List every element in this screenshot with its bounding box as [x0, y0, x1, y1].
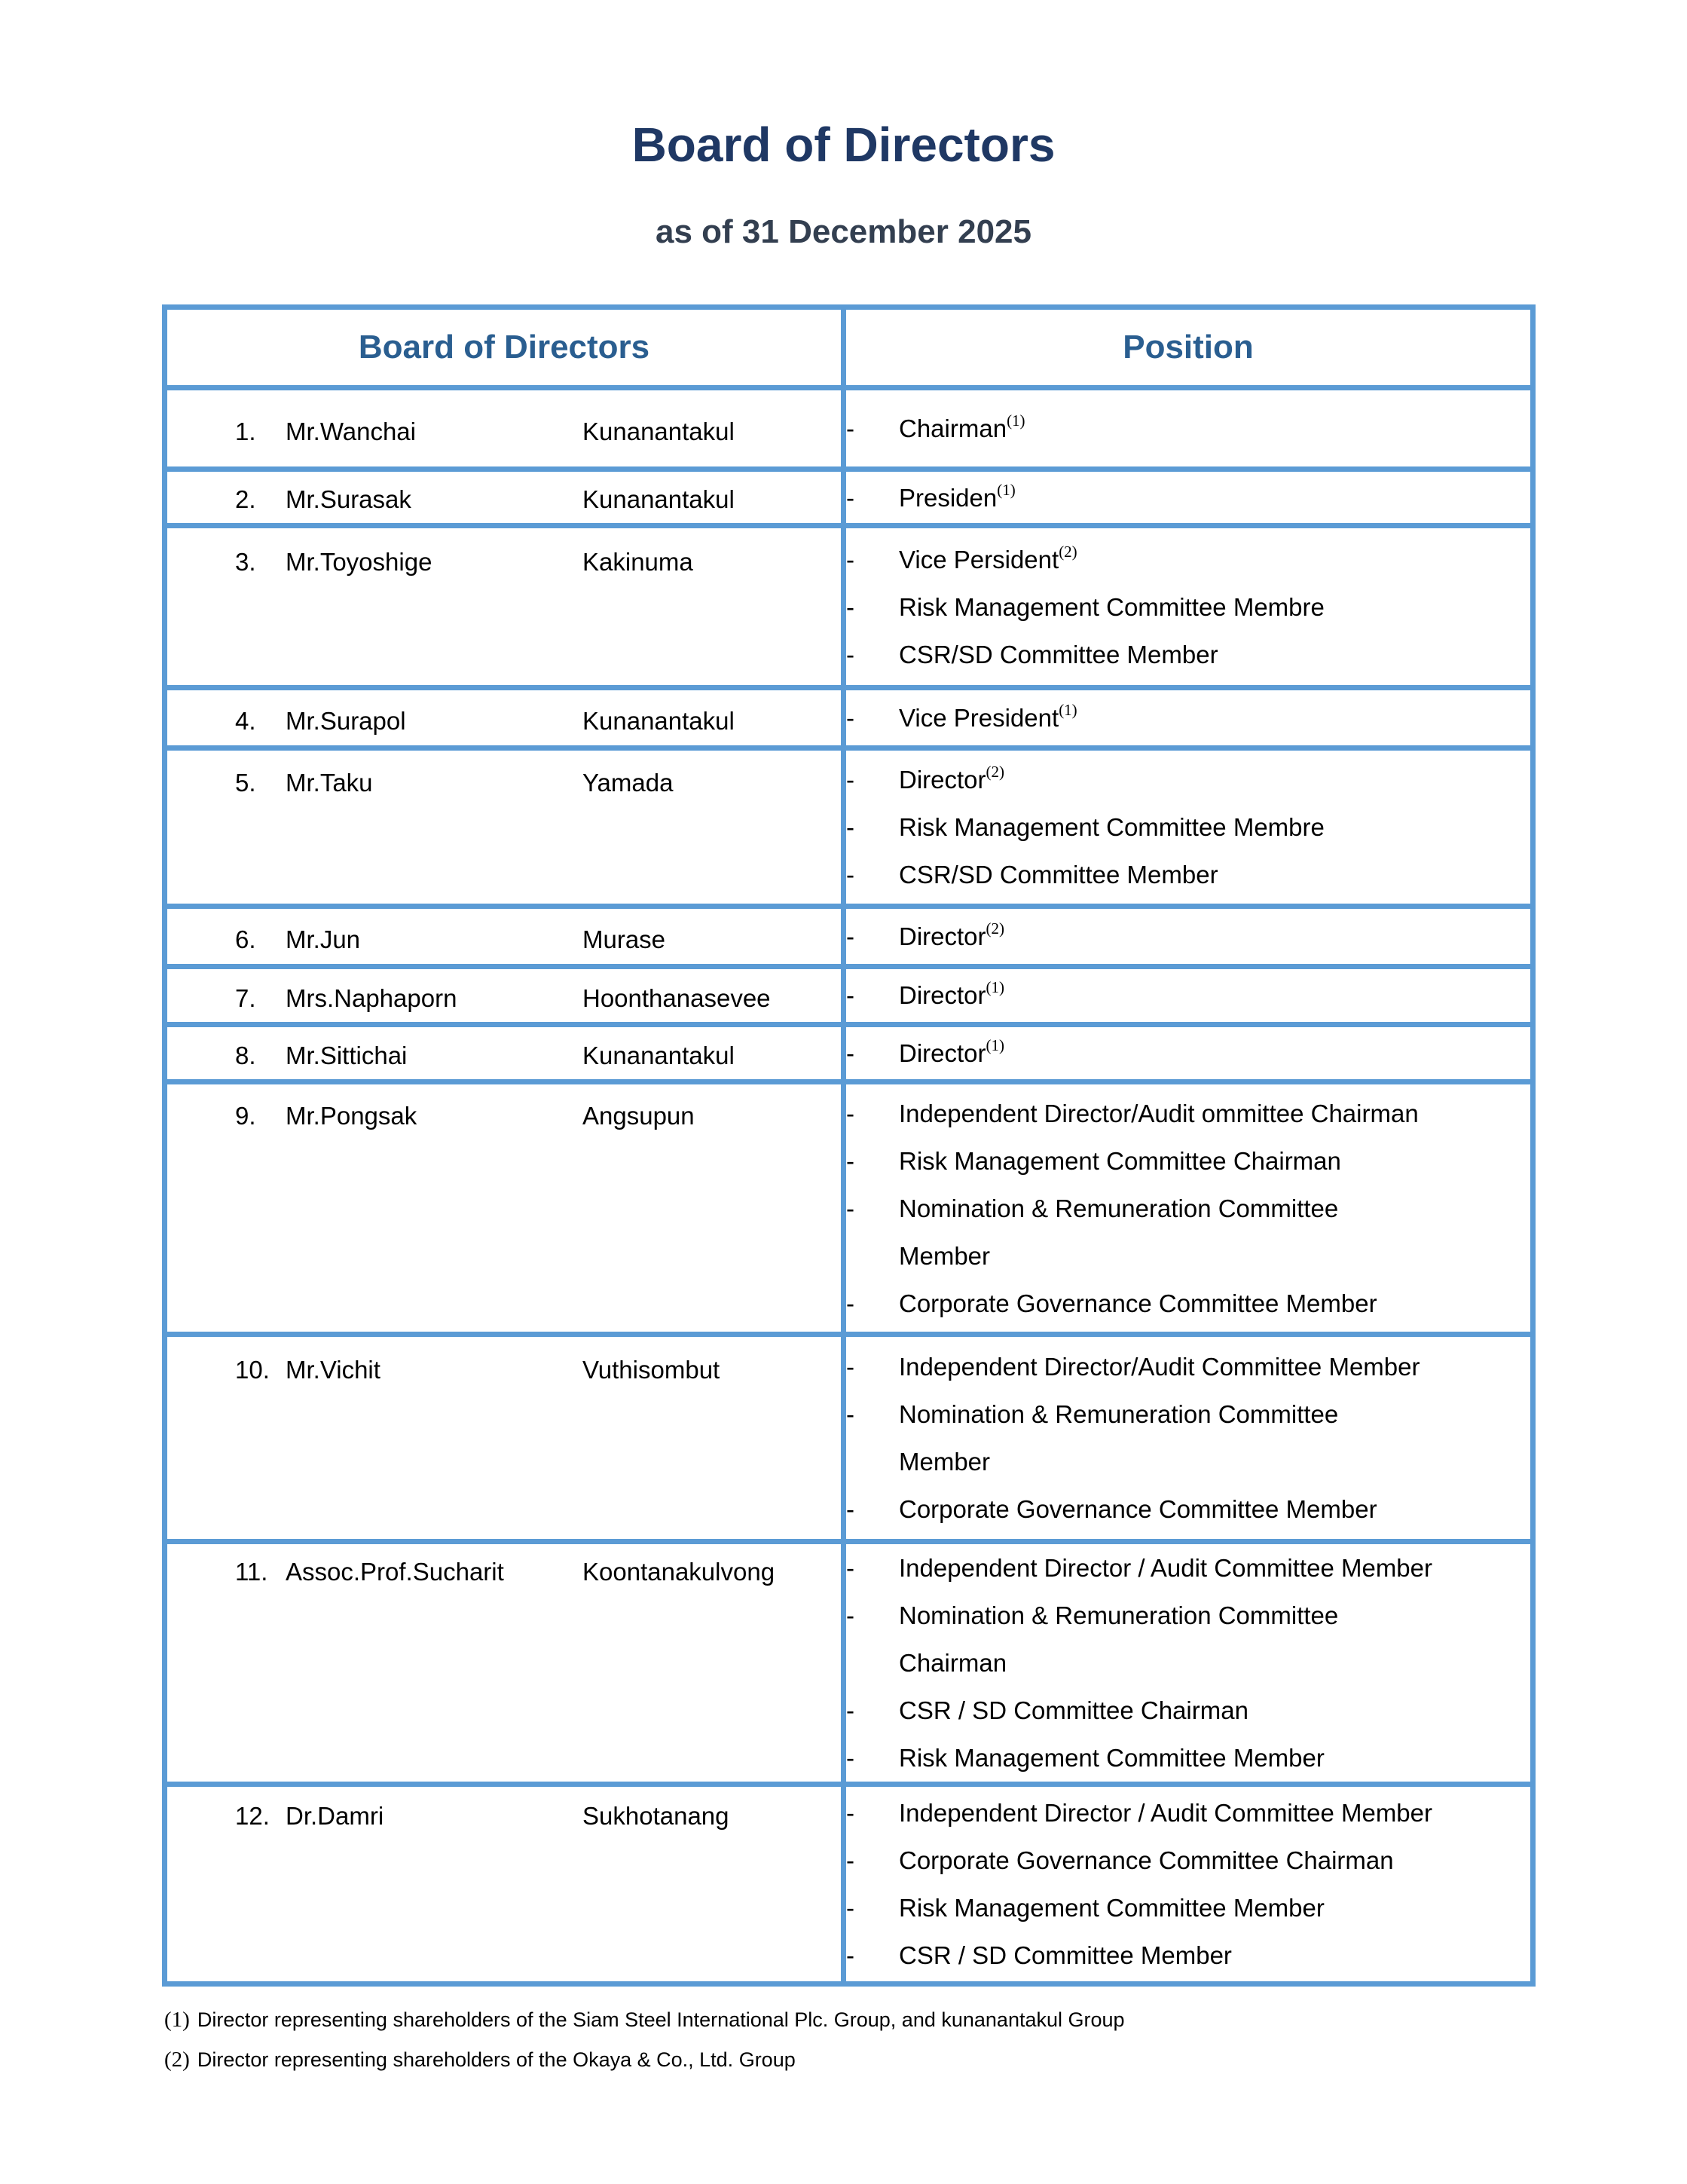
position-cell [844, 1082, 1533, 1335]
position-text: Vice President$^{(1)}$ [899, 701, 1077, 732]
first-name: Mr.Surapol [286, 706, 406, 735]
dash-bullet: - [846, 1289, 854, 1317]
dash-bullet: - [846, 1038, 854, 1067]
position-text: Director$^{(2)}$ [899, 919, 1005, 950]
dash-bullet: - [846, 1554, 854, 1582]
footnote-reference: (2) [986, 919, 1005, 938]
last-name: Angsupun [582, 1102, 695, 1130]
footnote-reference: (1) [1059, 701, 1077, 719]
position-text: Vice Persident$^{(2)}$ [899, 542, 1077, 574]
footnote-reference: (1) [986, 978, 1005, 997]
position-item [846, 536, 1530, 583]
position-text: Independent Director / Audit Committee Member [899, 1799, 1433, 1827]
table-row [165, 688, 1533, 748]
footnote-reference: (2) [1059, 542, 1077, 561]
position-item [846, 1029, 1530, 1077]
footnote-reference: (2) [986, 763, 1005, 781]
position-cell [844, 967, 1533, 1025]
dash-bullet: - [846, 766, 854, 794]
director-name-cell [165, 470, 844, 526]
dash-bullet: - [846, 1941, 854, 1969]
first-name: Mr.Sittichai [286, 1042, 408, 1069]
footnote-2-text: Director representing shareholders of the Okaya & Co., Ltd. Group [197, 2048, 796, 2071]
position-item [846, 1485, 1530, 1533]
director-name [167, 697, 841, 745]
director-name-cell [165, 688, 844, 748]
dash-bullet: - [846, 1696, 854, 1724]
position-item [846, 405, 1530, 452]
director-name-cell [165, 967, 844, 1025]
last-name: Kakinuma [582, 548, 693, 576]
position-cell [844, 1542, 1533, 1785]
director-name-cell [165, 1335, 844, 1542]
footnote-1-text: Director representing shareholders of the Siam Steel International Plc. Group, and kunanantakul Group [197, 2008, 1125, 2031]
row-number: 6. [235, 925, 256, 953]
dash-bullet: - [846, 640, 854, 668]
table-header-row [165, 307, 1533, 388]
dash-bullet: - [846, 414, 854, 442]
position-item [846, 1137, 1530, 1185]
position-item [846, 1185, 1530, 1280]
last-name: Kunanantakul [582, 1042, 735, 1069]
dash-bullet: - [846, 1194, 854, 1222]
first-name: Dr.Damri [286, 1801, 384, 1830]
position-cell [844, 388, 1533, 470]
position-cell [844, 688, 1533, 748]
director-name [167, 974, 841, 1022]
director-name [167, 759, 841, 806]
first-name: Mrs.Naphaporn [286, 983, 457, 1012]
row-number: 8. [235, 1042, 256, 1069]
first-name: Mr.Jun [286, 925, 361, 953]
footnote-2-marker: (2) [164, 2048, 190, 2072]
first-name: Mr.Pongsak [286, 1102, 417, 1130]
dash-bullet: - [846, 1353, 854, 1381]
position-item [846, 1932, 1530, 1979]
dash-bullet: - [846, 1495, 854, 1523]
row-number: 10. [235, 1355, 270, 1384]
position-item [846, 1343, 1530, 1390]
director-name [167, 408, 841, 455]
dash-bullet: - [846, 1400, 854, 1428]
position-cell [844, 1024, 1533, 1082]
table-row [165, 1785, 1533, 1984]
dash-bullet: - [846, 1601, 854, 1629]
position-cell [844, 1785, 1533, 1984]
table-row [165, 1335, 1533, 1542]
position-item [846, 1734, 1530, 1782]
position-text: CSR/SD Committee Member [899, 640, 1218, 668]
first-name: Mr.Vichit [286, 1355, 380, 1384]
dash-bullet: - [846, 1846, 854, 1874]
row-number: 12. [235, 1801, 270, 1830]
position-text: Director$^{(1)}$ [899, 978, 1005, 1010]
dash-bullet: - [846, 813, 854, 841]
footnote-1-marker: (1) [164, 2008, 190, 2032]
position-item [846, 1390, 1530, 1485]
last-name: Kunanantakul [582, 417, 735, 445]
first-name: Mr.Taku [286, 768, 373, 797]
position-item [846, 1884, 1530, 1932]
director-name-cell [165, 1542, 844, 1785]
dash-bullet: - [846, 483, 854, 512]
page-subtitle: as of 31 December 2025 [656, 213, 1031, 250]
position-text: Director$^{(1)}$ [899, 1035, 1005, 1067]
row-number: 7. [235, 983, 256, 1012]
position-text: Nomination & Remuneration Committee Chairman [899, 1601, 1339, 1677]
position-item [846, 1544, 1530, 1592]
position-text: Risk Management Committee Member [899, 1744, 1325, 1772]
board-of-directors-table [162, 304, 1536, 1987]
position-item [846, 1090, 1530, 1137]
position-text: Corporate Governance Committee Chairman [899, 1846, 1394, 1874]
dash-bullet: - [846, 861, 854, 889]
director-name [167, 1792, 841, 1840]
footnote-reference: (1) [1007, 411, 1025, 430]
dash-bullet: - [846, 1744, 854, 1772]
table-row [165, 748, 1533, 907]
table-row [165, 1024, 1533, 1082]
dash-bullet: - [846, 981, 854, 1010]
position-text: Independent Director/Audit ommittee Chairman [899, 1099, 1419, 1127]
position-text: Independent Director / Audit Committee Member [899, 1554, 1433, 1582]
position-item [846, 756, 1530, 803]
row-number: 11. [235, 1558, 268, 1586]
position-item [846, 694, 1530, 742]
director-name-cell [165, 1024, 844, 1082]
row-number: 4. [235, 706, 256, 735]
position-text: Independent Director/Audit Committee Member [899, 1353, 1420, 1381]
last-name: Murase [582, 925, 666, 953]
director-name-cell [165, 1082, 844, 1335]
first-name: Mr.Toyoshige [286, 548, 432, 576]
position-text: Corporate Governance Committee Member [899, 1495, 1377, 1523]
column-header-position: Position [844, 307, 1533, 388]
director-name [167, 1548, 841, 1595]
director-name-cell [165, 1785, 844, 1984]
directors-table-body [165, 388, 1533, 1984]
director-name-cell [165, 748, 844, 907]
dash-bullet: - [846, 545, 854, 574]
footnotes [164, 2009, 1687, 2071]
row-number: 1. [235, 417, 256, 445]
page-title: Board of Directors [631, 118, 1056, 172]
director-name-cell [165, 526, 844, 688]
director-name [167, 916, 841, 963]
position-item [846, 1837, 1530, 1884]
position-text: CSR / SD Committee Chairman [899, 1696, 1248, 1724]
dash-bullet: - [846, 922, 854, 950]
last-name: Kunanantakul [582, 485, 735, 513]
row-number: 2. [235, 485, 256, 513]
position-item [846, 1687, 1530, 1734]
position-text: Nomination & Remuneration Committee Member [899, 1400, 1339, 1476]
position-text: Nomination & Remuneration Committee Member [899, 1194, 1339, 1270]
column-header-board-of-directors: Board of Directors [165, 307, 844, 388]
position-item [846, 631, 1530, 678]
director-name [167, 1346, 841, 1393]
table-row [165, 388, 1533, 470]
director-name [167, 476, 841, 523]
row-number: 5. [235, 768, 256, 797]
last-name: Yamada [582, 768, 674, 797]
footnote-reference: (1) [986, 1035, 1005, 1054]
table-row [165, 907, 1533, 967]
table-row [165, 967, 1533, 1025]
director-name-cell [165, 388, 844, 470]
last-name: Sukhotanang [582, 1801, 729, 1830]
director-name [167, 1032, 841, 1079]
position-text: Risk Management Committee Chairman [899, 1146, 1341, 1175]
position-text: Risk Management Committee Member [899, 1894, 1325, 1922]
position-item [846, 583, 1530, 631]
dash-bullet: - [846, 592, 854, 621]
dash-bullet: - [846, 704, 854, 732]
first-name: Mr.Wanchai [286, 417, 416, 445]
table-row [165, 470, 1533, 526]
table-row [165, 1542, 1533, 1785]
first-name: Assoc.Prof.Sucharit [286, 1558, 504, 1586]
position-text: CSR / SD Committee Member [899, 1941, 1232, 1969]
position-item [846, 851, 1530, 898]
position-cell [844, 907, 1533, 967]
position-text: Presiden$^{(1)}$ [899, 480, 1016, 512]
last-name: Koontanakulvong [582, 1558, 775, 1586]
dash-bullet: - [846, 1099, 854, 1127]
director-name-cell [165, 907, 844, 967]
position-cell [844, 470, 1533, 526]
last-name: Vuthisombut [582, 1355, 720, 1384]
footnote-1 [164, 2009, 1687, 2031]
footnote-2 [164, 2049, 1687, 2071]
position-text: Corporate Governance Committee Member [899, 1289, 1377, 1317]
position-text: Risk Management Committee Membre [899, 813, 1325, 841]
position-text: Director$^{(2)}$ [899, 763, 1005, 794]
table-row [165, 526, 1533, 688]
position-cell [844, 1335, 1533, 1542]
position-cell [844, 526, 1533, 688]
table-row [165, 1082, 1533, 1335]
director-name [167, 1092, 841, 1139]
position-text: Risk Management Committee Membre [899, 592, 1325, 621]
position-item [846, 803, 1530, 851]
first-name: Mr.Surasak [286, 485, 411, 513]
position-cell [844, 748, 1533, 907]
position-item [846, 1280, 1530, 1327]
position-item [846, 971, 1530, 1019]
position-item [846, 913, 1530, 960]
dash-bullet: - [846, 1799, 854, 1827]
row-number: 9. [235, 1102, 256, 1130]
director-name [167, 538, 841, 586]
position-text: Chairman$^{(1)}$ [899, 411, 1025, 442]
last-name: Hoonthanasevee [582, 983, 771, 1012]
position-item [846, 1789, 1530, 1837]
row-number: 3. [235, 548, 256, 576]
dash-bullet: - [846, 1894, 854, 1922]
position-item [846, 1592, 1530, 1687]
dash-bullet: - [846, 1146, 854, 1175]
footnote-reference: (1) [997, 480, 1016, 499]
position-text: CSR/SD Committee Member [899, 861, 1218, 889]
position-item [846, 474, 1530, 522]
last-name: Kunanantakul [582, 706, 735, 735]
